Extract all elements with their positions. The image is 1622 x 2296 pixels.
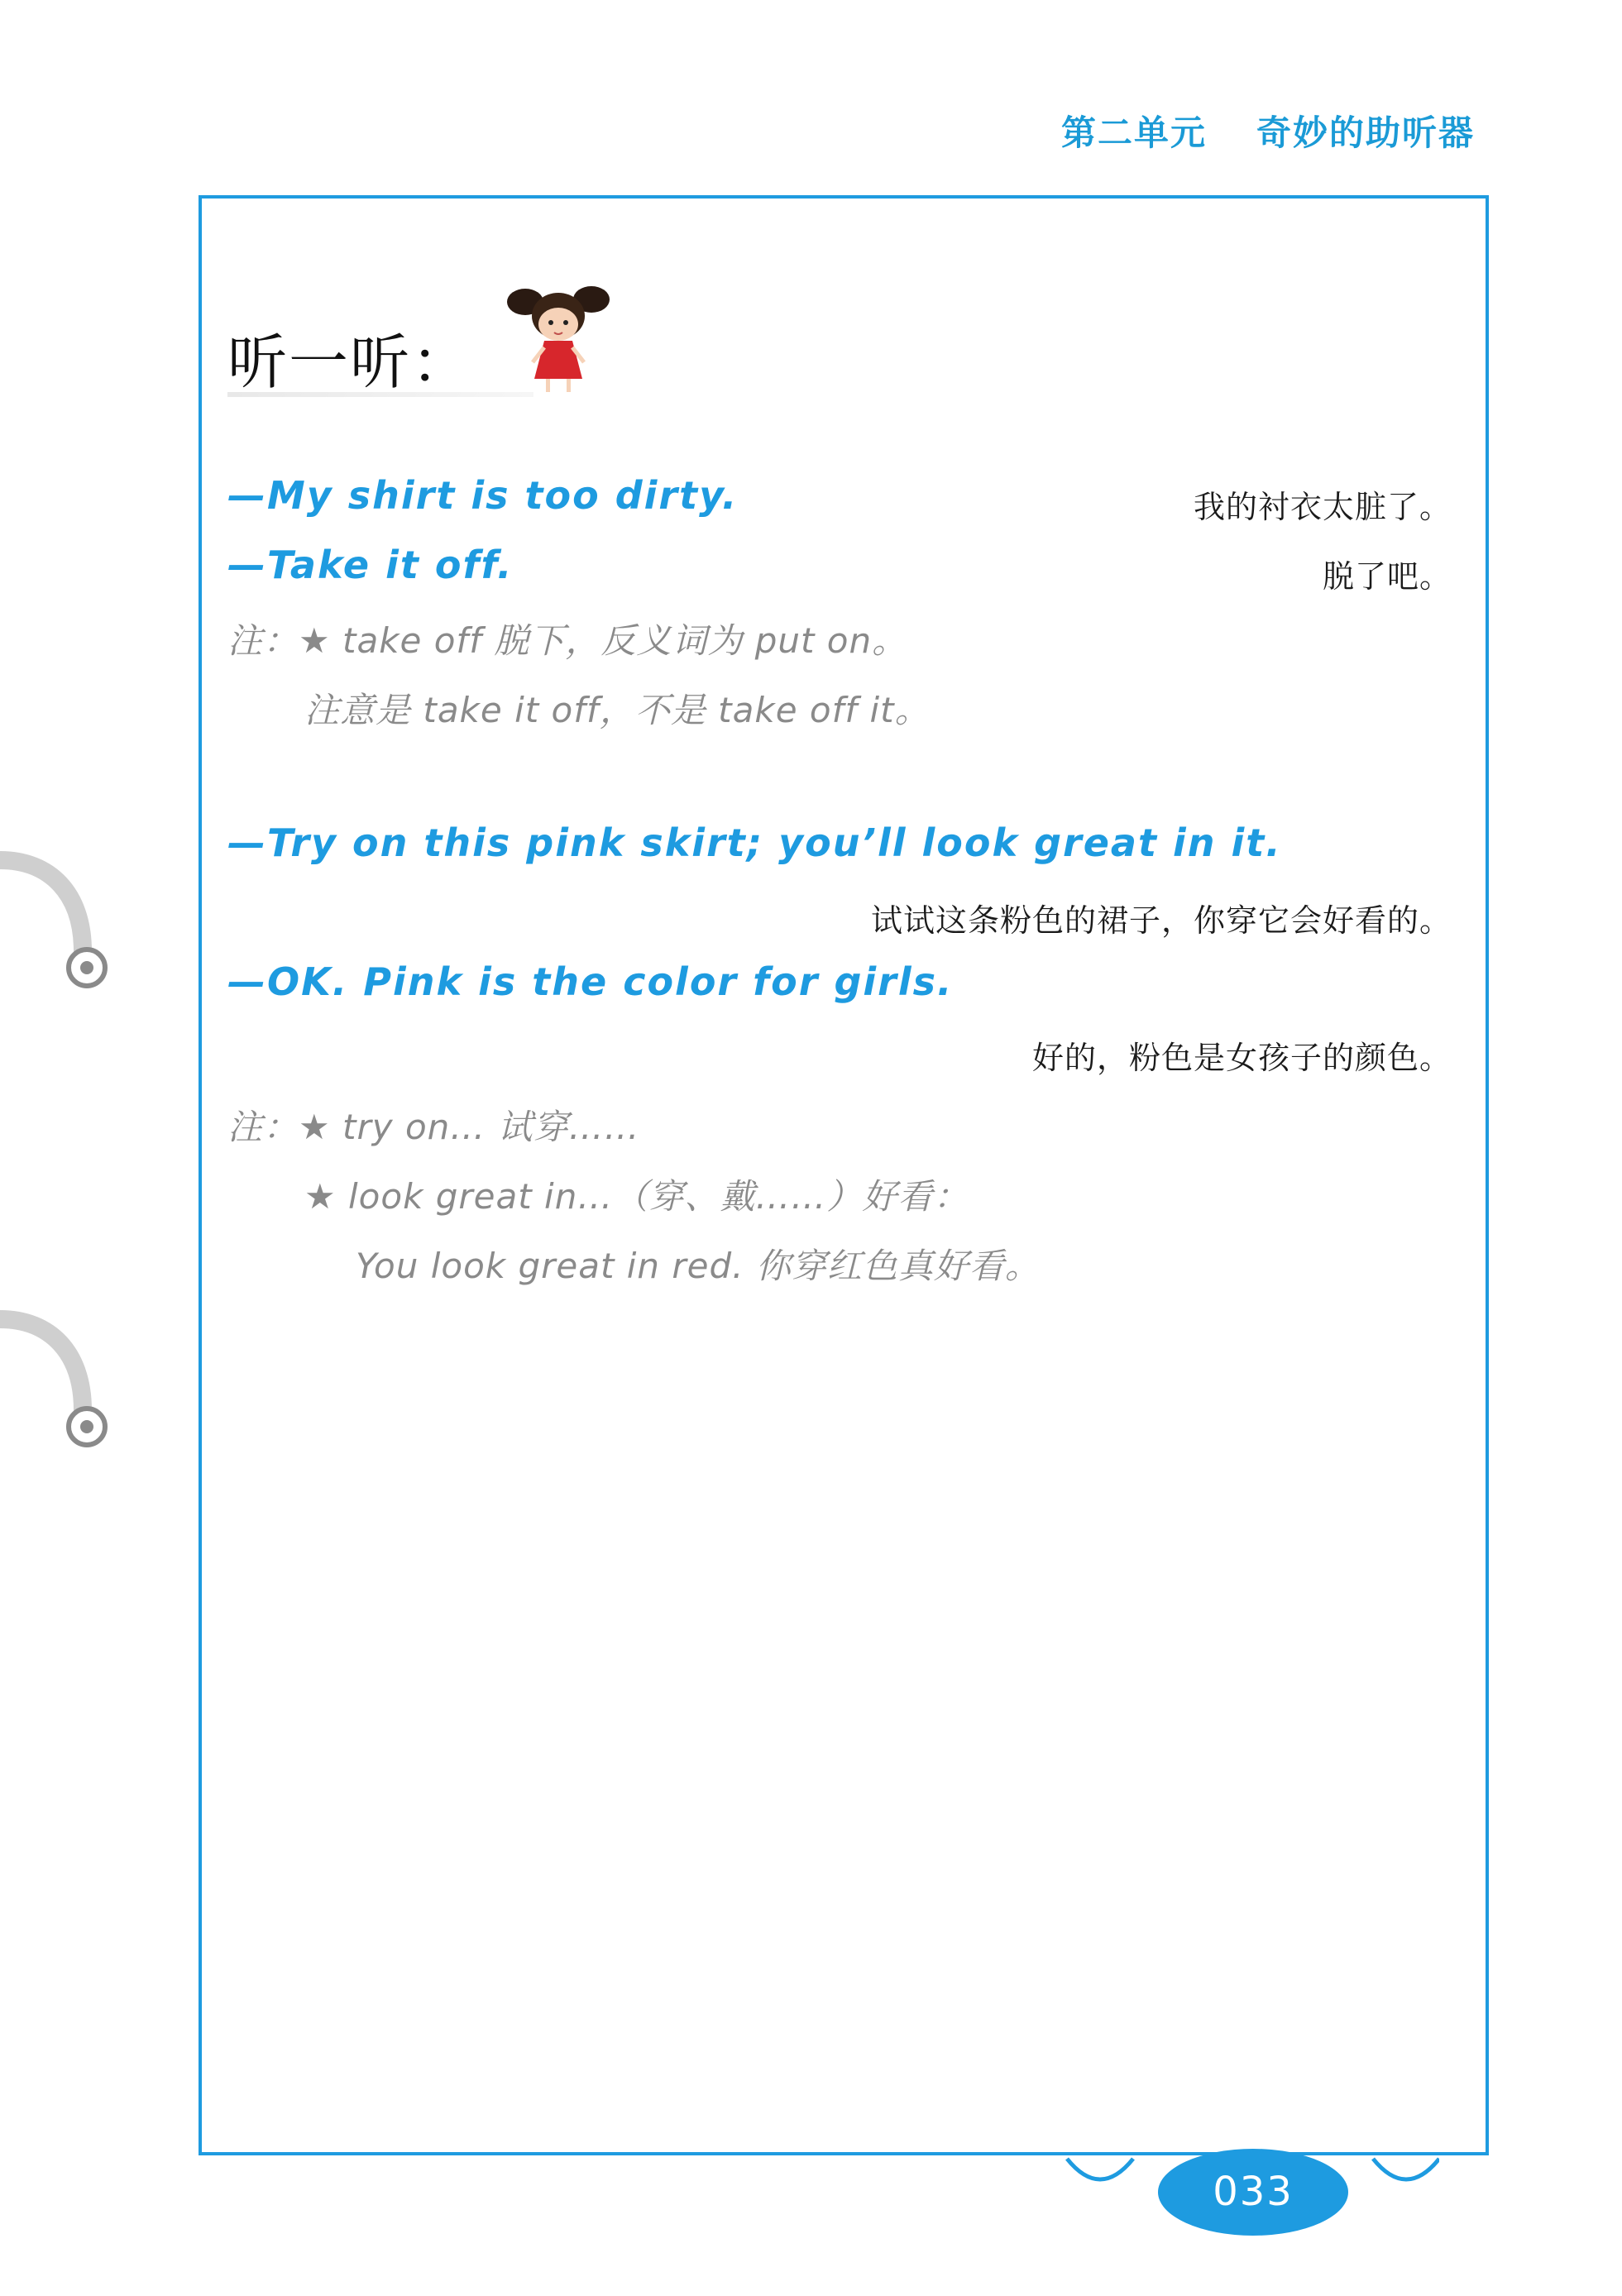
note-line: You look great in red. 你穿红色真好看。 [356, 1246, 1041, 1286]
note-line: ★ look great in…（穿、戴……）好看： [304, 1176, 969, 1217]
dialogue-translation: 脱了吧。 [1322, 558, 1452, 595]
note-line: 注意是 take it off，不是 take off it。 [304, 690, 931, 730]
page-header [1061, 106, 1475, 155]
page-number: 033 [1158, 2149, 1348, 2236]
dialogue-line: —OK. Pink is the color for girls. [227, 959, 954, 1004]
lesson-title: 奇妙的助听器 [1256, 112, 1475, 153]
binder-ring-icon [0, 844, 116, 1009]
binder-ring-icon [0, 1303, 116, 1468]
dialogue-line: —My shirt is too dirty. [227, 473, 739, 518]
section-title: 听一听： [227, 328, 473, 397]
dialogue-translation: 好的，粉色是女孩子的颜色。 [1031, 1040, 1452, 1076]
dialogue-line: —Try on this pink skirt; you’ll look great in it. [227, 820, 1282, 865]
dialogue-line: —Take it off. [227, 543, 514, 587]
unit-label: 第二单元 [1060, 112, 1207, 153]
dialogue-translation: 我的衬衣太脏了。 [1193, 489, 1452, 525]
note-line: 注：★ try on… 试穿…… [227, 1107, 640, 1147]
girl-illustration-icon [496, 281, 620, 397]
note-line: 注：★ take off 脱下，反义词为 put on。 [227, 620, 908, 661]
section-heading [227, 281, 608, 397]
dialogue-translation: 试试这条粉色的裙子，你穿它会好看的。 [870, 902, 1452, 939]
